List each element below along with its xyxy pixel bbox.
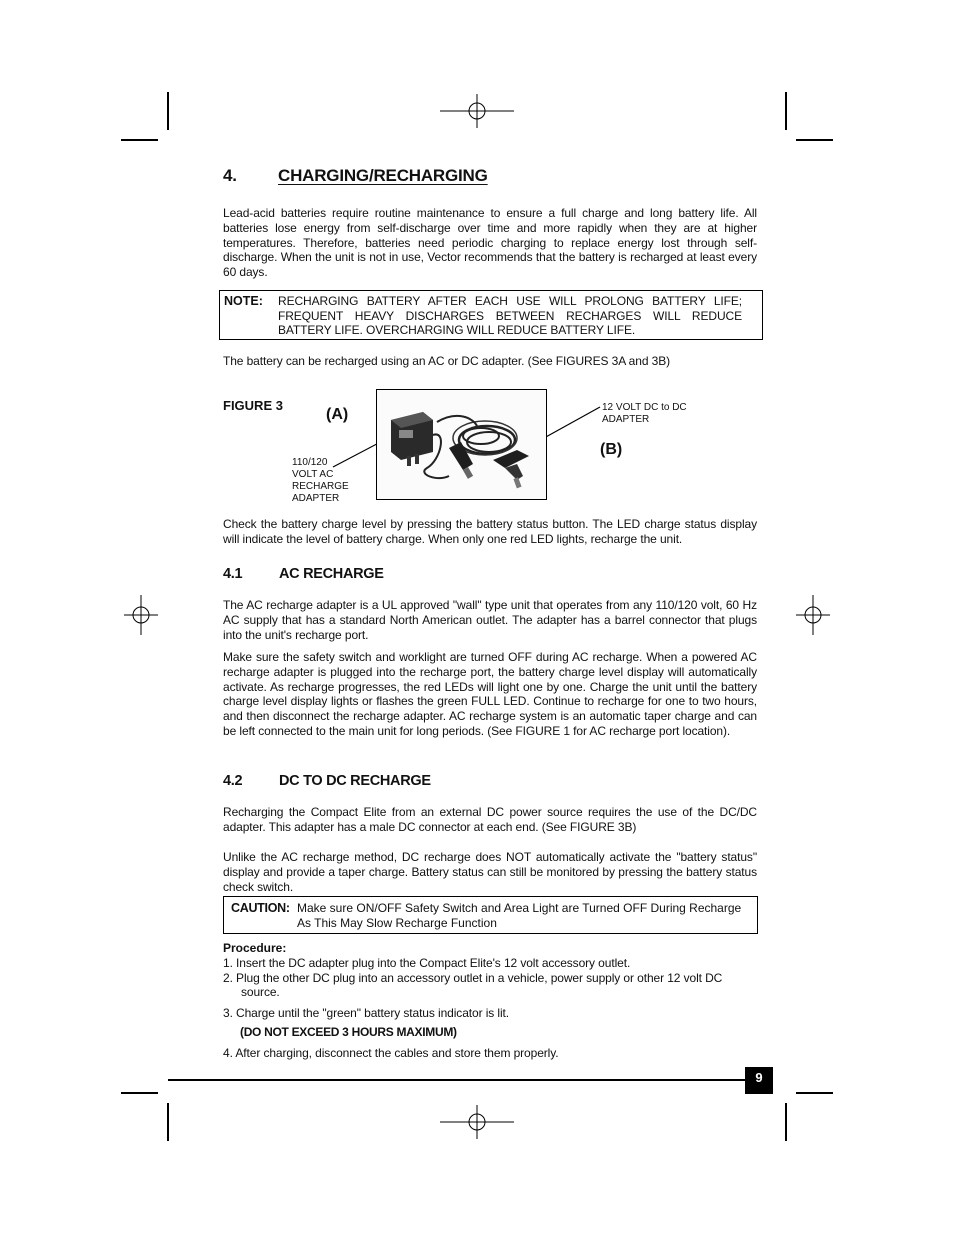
registration-mark-icon (124, 595, 158, 635)
crop-mark (121, 1092, 158, 1094)
procedure-title: Procedure: (223, 941, 287, 955)
page-number: 9 (745, 1067, 773, 1094)
figure-b-label: (B) (600, 441, 623, 458)
procedure-step-2-cont: source. (241, 985, 280, 999)
ac-paragraph-2: Make sure the safety switch and worklight are turned OFF during AC recharge. When a powered AC recharge adapter is plugged into the recharge port, the battery charge level display will automatically activate. As recharge progresses, the red LEDs will light one by one. Charge the unit until the battery charge level display lights or flashes the green FULL LED. Continue to recharge for one to two hours, and then disconnect the recharge adapter. AC recharge system is an automatic taper charge and can be left connected to the main unit for long periods. (See FIGURE 1 for AC recharge port location). (223, 650, 757, 738)
crop-mark (796, 1092, 833, 1094)
adapter-intro: The battery can be recharged using an AC or DC adapter. (See FIGURES 3A and 3B) (223, 354, 671, 368)
adapter-illustration-icon (377, 390, 545, 498)
ac-paragraph-1: The AC recharge adapter is a UL approved "wall" type unit that operates from any 110/120 volt, 60 Hz AC supply that has a standard North American outlet. The adapter has a barrel connector that plugs into the unit's recharge port. (223, 598, 757, 642)
dc-paragraph-2: Unlike the AC recharge method, DC recharge does NOT automatically activate the "battery status" display and provide a taper charge. Battery status can still be monitored by pressing the battery status check switch. (223, 850, 757, 894)
note-label: NOTE: (224, 294, 263, 308)
registration-mark-icon (796, 595, 830, 635)
ac-adapter-caption: 110/120 VOLT AC RECHARGE ADAPTER (292, 457, 349, 504)
intro-paragraph: Lead-acid batteries require routine maintenance to ensure a full charge and long battery life. All batteries lose energy from self-discharge over time and more rapidly when they are at higher temperatures. Therefore, batteries need periodic charging to replace energy lost through self-discharge. When the unit is not in use, Vector recommends that the battery is recharged at least every 60 days. (223, 206, 757, 280)
procedure-step-4: 4. After charging, disconnect the cables and store them properly. (223, 1046, 559, 1060)
registration-mark-icon (440, 1105, 514, 1139)
leader-lines (0, 0, 954, 600)
subsection-heading-dc: 4.2 DC TO DC RECHARGE (223, 773, 431, 789)
crop-mark (167, 1103, 169, 1141)
caution-text: Make sure ON/OFF Safety Switch and Area Light are Turned OFF During Recharge As This May Slow Recharge Function (297, 901, 742, 930)
figure-label: FIGURE 3 (223, 398, 283, 413)
section-title: CHARGING/RECHARGING (278, 166, 488, 185)
figure-a-label: (A) (326, 406, 349, 423)
caution-label: CAUTION: (231, 901, 290, 915)
procedure-step-3: 3. Charge until the "green" battery status indicator is lit. (223, 1006, 510, 1020)
footer-rule (168, 1079, 745, 1081)
check-paragraph: Check the battery charge level by pressing the battery status button. The LED charge status display will indicate the level of battery charge. When only one red LED lights, recharge the unit. (223, 517, 757, 546)
procedure-warning: (DO NOT EXCEED 3 HOURS MAXIMUM) (240, 1025, 457, 1039)
dc-paragraph-1: Recharging the Compact Elite from an external DC power source requires the use of the DC/DC adapter. This adapter has a male DC connector at each end. (See FIGURE 3B) (223, 805, 757, 834)
crop-mark (785, 1103, 787, 1141)
section-number: 4. (223, 166, 237, 185)
adapter-photo (376, 389, 547, 500)
subsection-heading-ac: 4.1 AC RECHARGE (223, 566, 384, 582)
procedure-step-2: 2. Plug the other DC plug into an accessory outlet in a vehicle, power supply or other 12 volt DC (223, 971, 723, 985)
note-text: RECHARGING BATTERY AFTER EACH USE WILL PROLONG BATTERY LIFE; FREQUENT HEAVY DISCHARGES BETWEEN RECHARGES WILL REDUCE BATTERY LIFE. OVERCHARGING WILL REDUCE BATTERY LIFE. (278, 294, 742, 338)
caution-box (223, 896, 758, 934)
dc-adapter-caption: 12 VOLT DC to DC ADAPTER (602, 402, 687, 425)
procedure-step-1: 1. Insert the DC adapter plug into the Compact Elite's 12 volt accessory outlet. (223, 956, 631, 970)
